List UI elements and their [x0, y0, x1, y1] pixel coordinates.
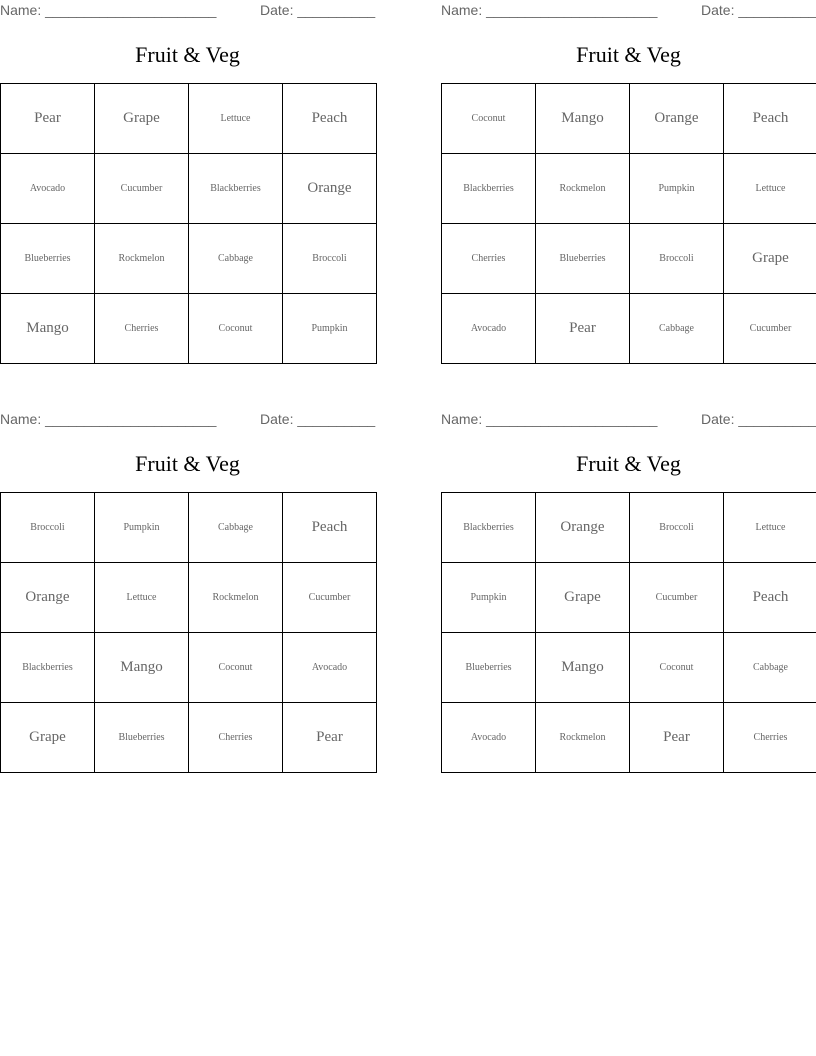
- grid-cell: Peach: [283, 84, 377, 154]
- bingo-grid: [441, 83, 816, 364]
- grid-cell: Orange: [1, 563, 95, 633]
- name-field-label: Name: ______________________: [0, 411, 217, 427]
- grid-cell: Pear: [283, 703, 377, 773]
- grid-cell: Blackberries: [442, 493, 536, 563]
- grid-cell: Lettuce: [95, 563, 189, 633]
- grid-cell: Peach: [283, 493, 377, 563]
- grid-row: [442, 154, 816, 224]
- card-header: [0, 0, 375, 20]
- card-title: Fruit & Veg: [135, 42, 240, 67]
- bingo-grid: [0, 492, 377, 773]
- grid-cell: Cucumber: [283, 563, 377, 633]
- bingo-grid: [0, 83, 377, 364]
- card-title: Fruit & Veg: [576, 451, 681, 476]
- card-title: Fruit & Veg: [576, 42, 681, 67]
- grid-cell: Mango: [95, 633, 189, 703]
- grid-row: [1, 154, 377, 224]
- grid-cell: Grape: [536, 563, 630, 633]
- grid-cell: Cucumber: [724, 294, 816, 364]
- grid-cell: Cherries: [442, 224, 536, 294]
- grid-cell: Avocado: [1, 154, 95, 224]
- date-field-label: Date: __________: [701, 411, 816, 427]
- grid-cell: Pumpkin: [630, 154, 724, 224]
- grid-cell: Coconut: [189, 633, 283, 703]
- grid-row: [1, 703, 377, 773]
- grid-cell: Lettuce: [724, 154, 816, 224]
- grid-cell: Grape: [724, 224, 816, 294]
- grid-cell: Peach: [724, 563, 816, 633]
- grid-row: [442, 294, 816, 364]
- date-field-label: Date: __________: [260, 411, 376, 427]
- name-field-label: Name: ______________________: [441, 2, 658, 18]
- name-field-label: Name: ______________________: [441, 411, 658, 427]
- grid-cell: Broccoli: [283, 224, 377, 294]
- grid-row: [442, 563, 816, 633]
- grid-cell: Rockmelon: [189, 563, 283, 633]
- grid-cell: Pumpkin: [442, 563, 536, 633]
- grid-cell: Lettuce: [189, 84, 283, 154]
- date-field-label: Date: __________: [701, 2, 816, 18]
- grid-cell: Orange: [283, 154, 377, 224]
- grid-cell: Cherries: [95, 294, 189, 364]
- grid-cell: Cucumber: [630, 563, 724, 633]
- grid-cell: Grape: [95, 84, 189, 154]
- grid-cell: Pear: [630, 703, 724, 773]
- grid-cell: Rockmelon: [95, 224, 189, 294]
- grid-cell: Lettuce: [724, 493, 816, 563]
- grid-cell: Cabbage: [630, 294, 724, 364]
- grid-cell: Pear: [536, 294, 630, 364]
- grid-cell: Cabbage: [724, 633, 816, 703]
- grid-cell: Mango: [536, 84, 630, 154]
- grid-cell: Grape: [1, 703, 95, 773]
- grid-row: [1, 224, 377, 294]
- grid-row: [442, 633, 816, 703]
- grid-cell: Pumpkin: [95, 493, 189, 563]
- grid-cell: Blueberries: [536, 224, 630, 294]
- card-header: [441, 0, 816, 20]
- grid-cell: Blueberries: [95, 703, 189, 773]
- grid-cell: Blueberries: [1, 224, 95, 294]
- grid-cell: Avocado: [442, 703, 536, 773]
- grid-cell: Broccoli: [1, 493, 95, 563]
- grid-cell: Blueberries: [442, 633, 536, 703]
- grid-row: [1, 493, 377, 563]
- grid-cell: Orange: [536, 493, 630, 563]
- bingo-grid: [441, 492, 816, 773]
- grid-cell: Cherries: [189, 703, 283, 773]
- name-field-label: Name: ______________________: [0, 2, 217, 18]
- grid-row: [1, 294, 377, 364]
- grid-cell: Broccoli: [630, 493, 724, 563]
- grid-cell: Orange: [630, 84, 724, 154]
- grid-cell: Peach: [724, 84, 816, 154]
- grid-cell: Blackberries: [1, 633, 95, 703]
- grid-row: [1, 84, 377, 154]
- grid-cell: Cabbage: [189, 224, 283, 294]
- grid-row: [442, 493, 816, 563]
- grid-cell: Cabbage: [189, 493, 283, 563]
- grid-cell: Cherries: [724, 703, 816, 773]
- grid-cell: Coconut: [630, 633, 724, 703]
- grid-cell: Cucumber: [95, 154, 189, 224]
- card-header: [441, 409, 816, 429]
- grid-cell: Blackberries: [442, 154, 536, 224]
- grid-row: [1, 563, 377, 633]
- grid-cell: Avocado: [442, 294, 536, 364]
- grid-cell: Pumpkin: [283, 294, 377, 364]
- card-title: Fruit & Veg: [135, 451, 240, 476]
- card-header: [0, 409, 375, 429]
- grid-cell: Broccoli: [630, 224, 724, 294]
- grid-cell: Pear: [1, 84, 95, 154]
- grid-cell: Blackberries: [189, 154, 283, 224]
- grid-row: [442, 84, 816, 154]
- grid-cell: Avocado: [283, 633, 377, 703]
- grid-cell: Rockmelon: [536, 703, 630, 773]
- grid-cell: Mango: [536, 633, 630, 703]
- grid-cell: Coconut: [442, 84, 536, 154]
- grid-cell: Mango: [1, 294, 95, 364]
- grid-cell: Rockmelon: [536, 154, 630, 224]
- date-field-label: Date: __________: [260, 2, 376, 18]
- grid-cell: Coconut: [189, 294, 283, 364]
- grid-row: [1, 633, 377, 703]
- grid-row: [442, 224, 816, 294]
- grid-row: [442, 703, 816, 773]
